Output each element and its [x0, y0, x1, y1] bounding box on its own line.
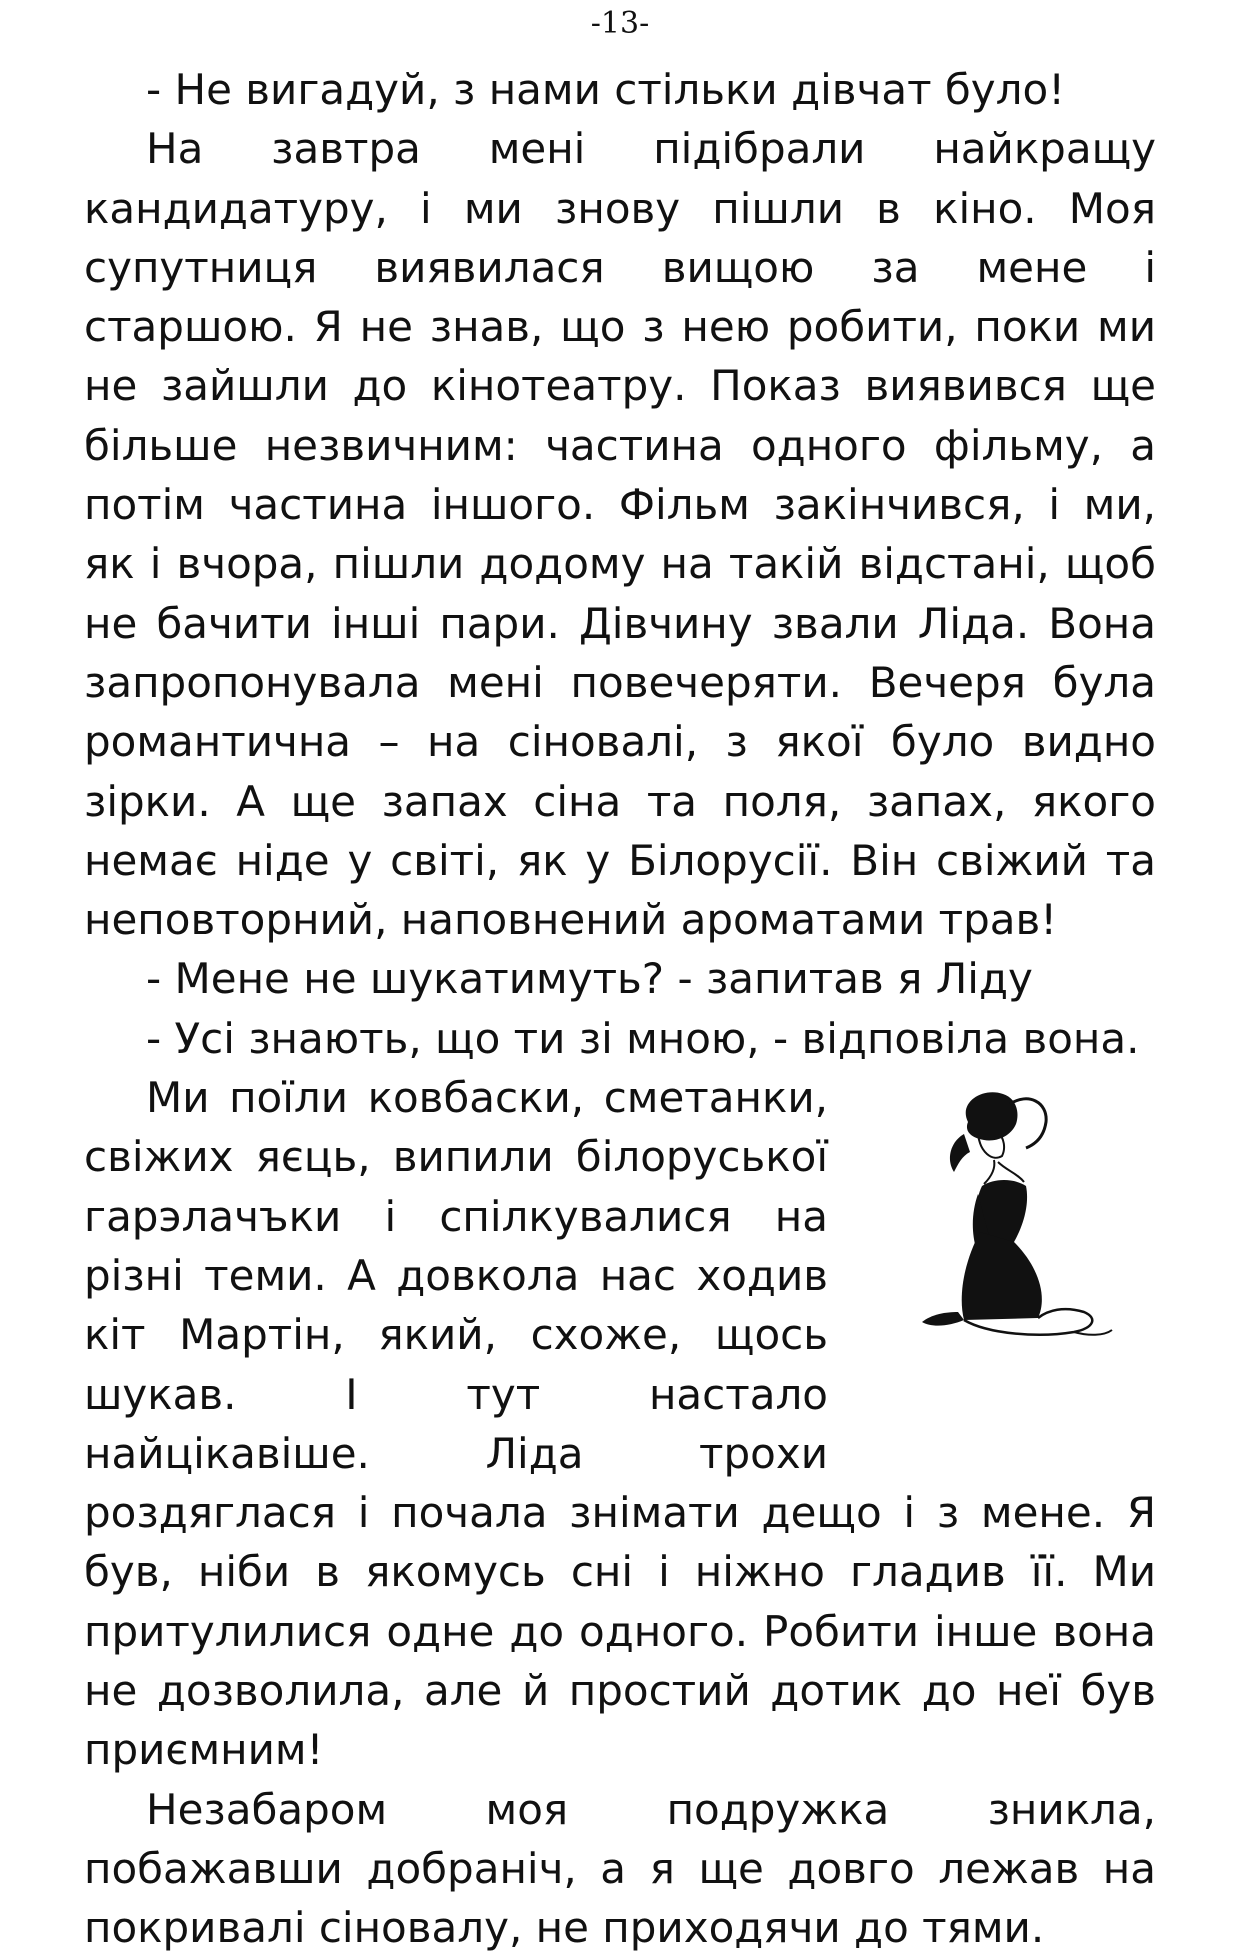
- paragraph: Незабаром моя подружка зникла, побажавши добраніч, а я ще довго лежав на покривалі сіновалу, не приходячи до тями.: [84, 1784, 1156, 1953]
- paragraph: - Усі знають, що ти зі мною, - відповіла вона.: [146, 1013, 1140, 1063]
- paragraph: - Не вигадуй, з нами стільки дівчат було!: [146, 65, 1066, 114]
- paragraph: - Мене не шукатимуть? - запитав я Ліду: [146, 954, 1033, 1004]
- paragraph: Ми поїли ковбаски, сметанки, свіжих яєць, випили білоруської гарэлачъки і спілкувалися на різні теми. А довкола нас ходив кіт Мартін, який, схоже, щось шукав. І тут настало найцікавіше. Ліда трохи роздяглася і почала знімати дещо і з мене. Я був, ніби в якомусь сні і ніжно гладив її. Ми притулилися одне до одного. Робити інше вона не дозволила, але й простий дотик до неї був приємним!: [84, 1073, 1156, 1775]
- body-text: [84, 60, 1156, 1958]
- pinup-woman-icon: [898, 1082, 1138, 1392]
- paragraph: На завтра мені підібрали найкращу кандидатуру, і ми знову пішли в кіно. Моя супутниця виявилася вищою за мене і старшою. Я не знав, що з нею робити, поки ми не зайшли до кінотеатру. Показ виявився ще більше незвичним: частина одного фільму, а потім частина іншого. Фільм закінчився, і ми, як і вчора, пішли додому на такій відстані, щоб не бачити інші пари. Дівчину звали Ліда. Вона запропонувала мені повечеряти. Вечеря була романтична – на сіновалі, з якої було видно зірки. А ще запах сіна та поля, запах, якого немає ніде у світі, як у Білорусії. Він свіжий та неповторний, наповнений ароматами трав!: [84, 124, 1156, 945]
- pinup-woman-illustration: [868, 1082, 1168, 1462]
- page-number: -13-: [590, 6, 650, 41]
